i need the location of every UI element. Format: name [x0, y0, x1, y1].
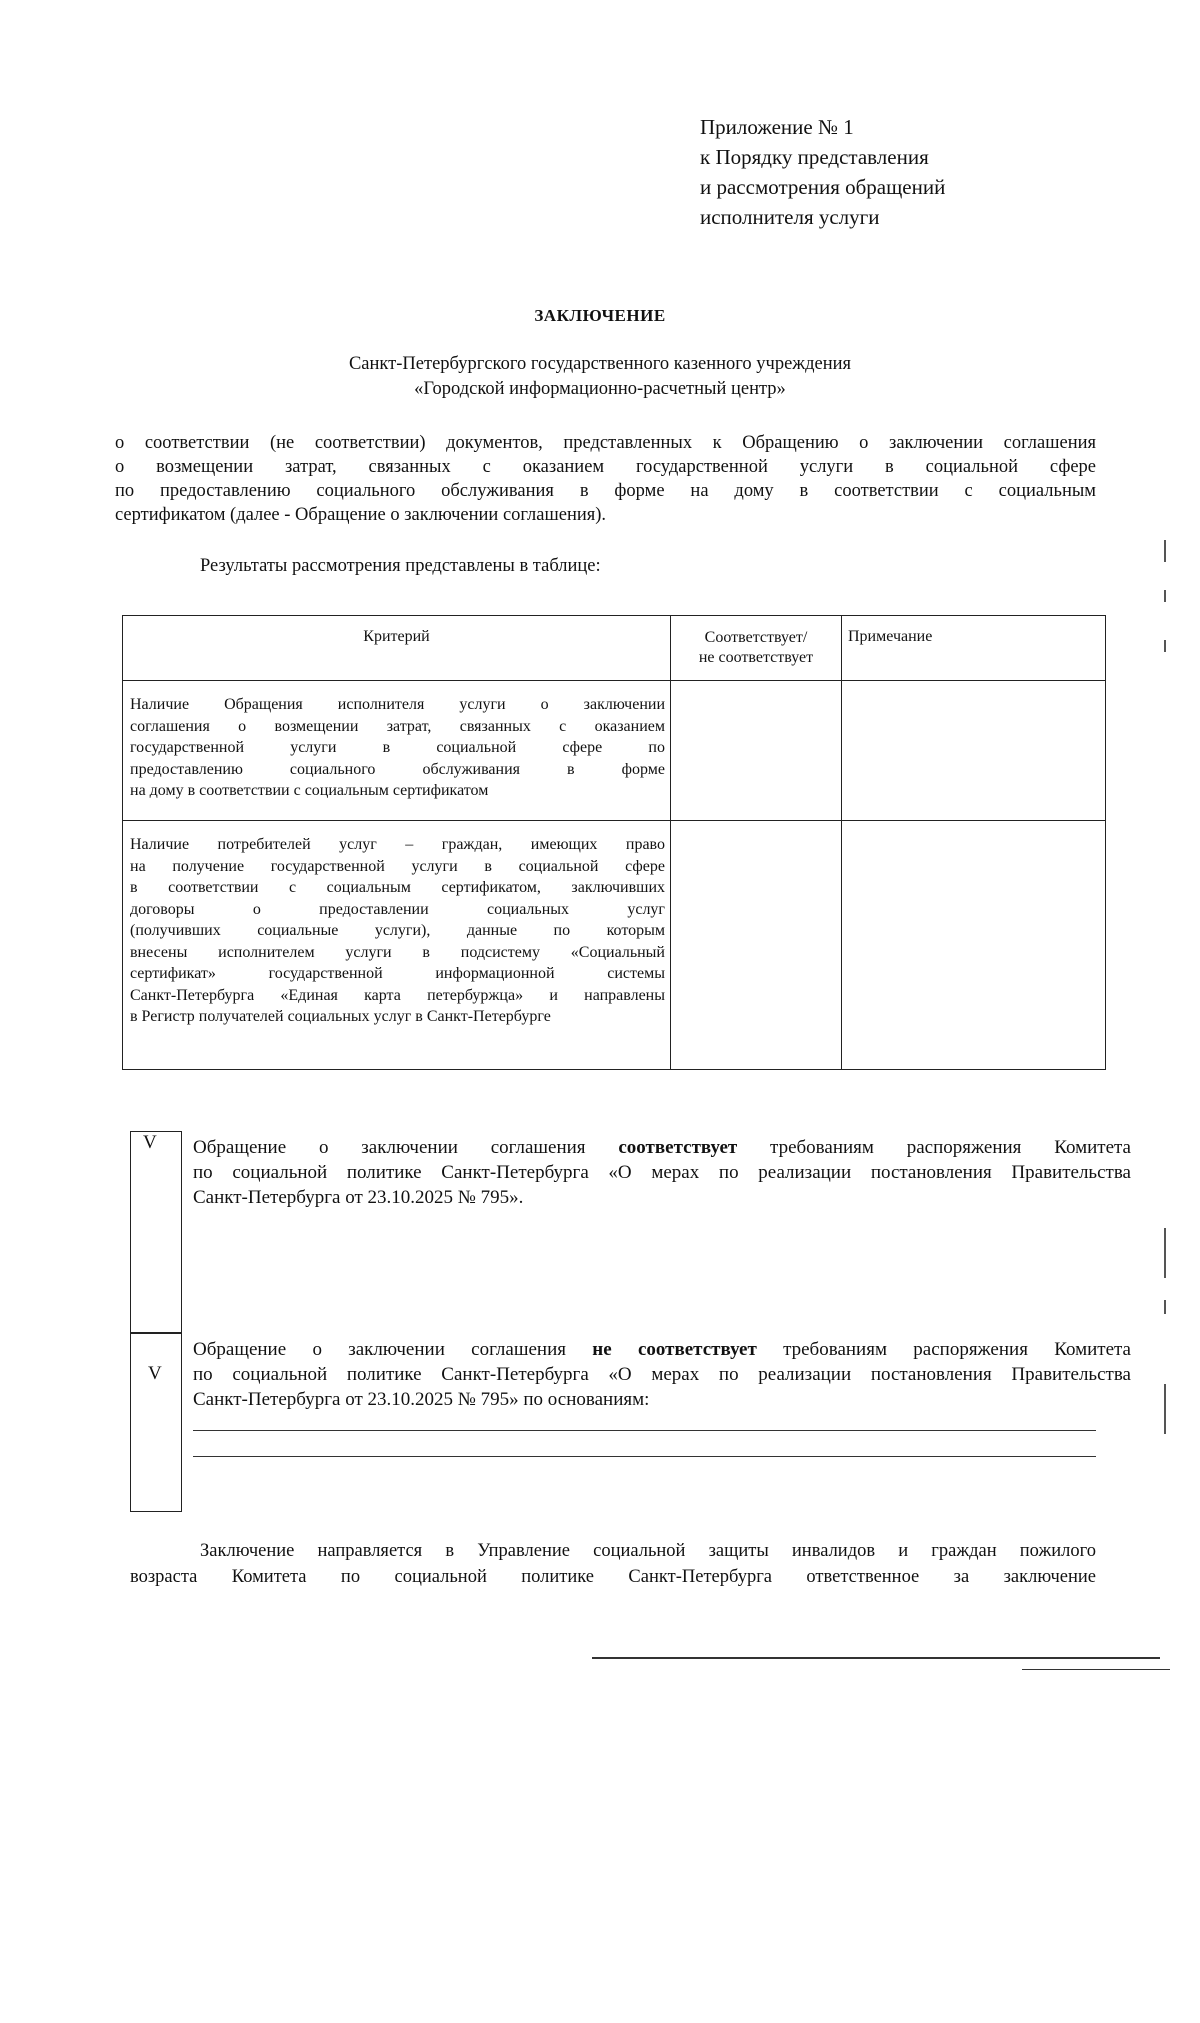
organization-line: Санкт-Петербургского государственного казенного учреждения [348, 354, 852, 374]
statement-line: Санкт-Петербурга от 23.10.2025 № 795». [193, 1187, 524, 1208]
statement-text: Обращение о заключении соглашения [193, 1339, 593, 1360]
intro-line: о возмещении затрат, связанных с оказанием государственной услуги в социальной сфере [115, 457, 1096, 477]
criterion-line: сертификат» государственной информационной системы [130, 965, 665, 982]
criterion-line: в соответствии с социальным сертификатом, заключивших [130, 879, 665, 896]
header-match [671, 616, 842, 681]
statement-emphasis: соответствует [618, 1137, 738, 1158]
signature-underline [1022, 1669, 1170, 1670]
not-conforms-statement [193, 1337, 1131, 1412]
scan-artifact [1164, 590, 1166, 602]
criterion-line: соглашения о возмещении затрат, связанных с оказанием [130, 717, 665, 735]
statement-line [193, 1337, 1131, 1362]
appendix-line: Приложение № 1 [700, 115, 854, 139]
organization-line: «Городской информационно-расчетный центр» [414, 379, 786, 399]
criterion-line: в Регистр получателей социальных услуг в Санкт-Петербурге [130, 1008, 551, 1025]
table-row [123, 821, 1106, 1070]
appendix-note [700, 112, 945, 232]
scan-artifact [1164, 1384, 1166, 1434]
appendix-line: к Порядку представления [700, 145, 929, 169]
footer-line: Заключение направляется в Управление социальной защиты инвалидов и граждан пожилого [200, 1541, 1096, 1561]
checkbox-mark: V [148, 1363, 162, 1384]
reason-line[interactable] [193, 1430, 1096, 1431]
criterion-cell [123, 821, 671, 1070]
header-note: Примечание [842, 616, 1106, 681]
table-row [123, 681, 1106, 821]
criteria-table [122, 615, 1106, 1070]
checkbox-mark: V [143, 1132, 157, 1153]
appendix-line: и рассмотрения обращений [700, 175, 946, 199]
criterion-cell [123, 681, 671, 821]
intro-line: по предоставлению социального обслуживания в форме на дому в соответствии с социальным [115, 481, 1096, 501]
header-match-line: не соответствует [698, 649, 814, 666]
table-header-row [123, 616, 1106, 681]
statement-text: требованиям распоряжения Комитета [737, 1137, 1131, 1158]
scan-artifact [1164, 1228, 1166, 1278]
statement-line [193, 1135, 1131, 1160]
criterion-line: государственной услуги в социальной сфере по [130, 739, 665, 756]
conforms-checkbox[interactable] [130, 1131, 182, 1334]
criterion-line: Санкт-Петербурга «Единая карта петербуржца» и направлены [130, 986, 665, 1004]
scan-artifact [1164, 1300, 1166, 1314]
document-title: ЗАКЛЮЧЕНИЕ [534, 306, 666, 325]
conforms-statement [193, 1135, 1131, 1210]
criterion-line: договоры о предоставлении социальных услуг [130, 900, 665, 918]
match-cell[interactable] [671, 821, 842, 1070]
statement-line: Санкт-Петербурга от 23.10.2025 № 795» по основаниям: [193, 1389, 650, 1410]
scan-artifact [1164, 540, 1166, 562]
reason-line[interactable] [193, 1456, 1096, 1457]
criterion-line: на получение государственной услуги в социальной сфере [130, 857, 665, 875]
criterion-line: на дому в соответствии с социальным сертификатом [130, 782, 489, 799]
statement-text: требованиям распоряжения Комитета [756, 1339, 1131, 1360]
header-match-line: Соответствует/ [704, 629, 808, 646]
appendix-line: исполнителя услуги [700, 205, 880, 229]
statement-text: Обращение о заключении соглашения [193, 1137, 619, 1158]
note-cell[interactable] [842, 681, 1106, 821]
header-criterion: Критерий [123, 616, 671, 681]
intro-line: о соответствии (не соответствии) документов, представленных к Обращению о заключении соглашения [115, 433, 1096, 453]
scan-artifact [1164, 640, 1166, 652]
intro-line: сертификатом (далее - Обращение о заключении соглашения). [115, 505, 607, 525]
statement-line: по социальной политике Санкт-Петербурга «О мерах по реализации постановления Правительства [193, 1162, 1131, 1183]
criterion-line: Наличие потребителей услуг – граждан, имеющих право [130, 836, 665, 853]
note-cell[interactable] [842, 821, 1106, 1070]
statement-emphasis: не соответствует [592, 1339, 757, 1360]
criterion-line: предоставлению социального обслуживания в форме [130, 760, 665, 778]
results-caption: Результаты рассмотрения представлены в таблице: [200, 556, 601, 576]
criterion-line: Наличие Обращения исполнителя услуги о заключении [130, 696, 665, 713]
not-conforms-checkbox[interactable] [130, 1332, 182, 1512]
criterion-line: (получивших социальные услуги), данные по которым [130, 922, 665, 939]
criterion-line: внесены исполнителем услуги в подсистему «Социальный [130, 943, 665, 961]
statement-line: по социальной политике Санкт-Петербурга «О мерах по реализации постановления Правительства [193, 1364, 1131, 1385]
footer-paragraph [130, 1538, 1096, 1590]
intro-paragraph [115, 431, 1096, 527]
footer-line: возраста Комитета по социальной политике Санкт-Петербурга ответственное за заключение [130, 1567, 1096, 1587]
match-cell[interactable] [671, 681, 842, 821]
organization-name [0, 352, 1200, 402]
signature-line [592, 1657, 1160, 1659]
